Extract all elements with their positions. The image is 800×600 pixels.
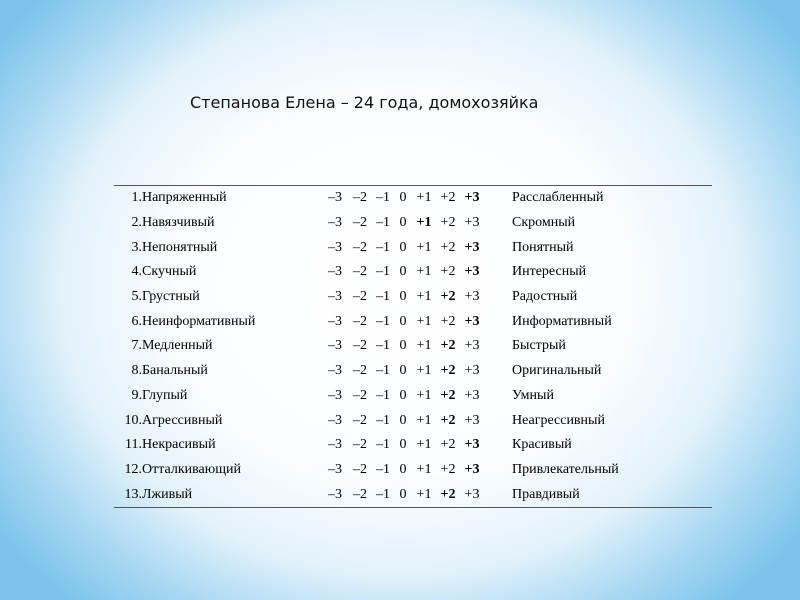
table-row: [114, 285, 712, 310]
scale-value: 0: [399, 387, 407, 403]
rating-scale: [322, 334, 512, 359]
scale-value: +3: [464, 363, 480, 379]
row-number: 4.: [131, 264, 142, 280]
rating-scale: [322, 482, 512, 507]
scale-value-selected: +2: [440, 412, 456, 428]
scale-value: –2: [353, 264, 367, 280]
scale-value-selected: +3: [464, 239, 480, 255]
scale-value: 0: [399, 363, 407, 379]
table-row: [114, 334, 712, 359]
row-number: 6.: [131, 313, 142, 329]
scale-value: +2: [440, 215, 456, 231]
scale-value: –3: [328, 387, 342, 403]
scale-value: –3: [328, 289, 342, 305]
row-number: 11.: [125, 437, 142, 453]
scale-value: +2: [440, 190, 456, 206]
right-adjective: Радостный: [512, 289, 578, 305]
right-adjective: Привлекательный: [512, 461, 619, 477]
scale-value: +2: [440, 239, 456, 255]
scale-value: –2: [353, 239, 367, 255]
scale-value: 0: [399, 338, 407, 354]
scale-value: –2: [353, 486, 367, 502]
scale-value: –1: [376, 264, 390, 280]
scale-value: +1: [416, 239, 432, 255]
table-row: [114, 309, 712, 334]
left-adjective: Медленный: [142, 338, 213, 354]
scale-value: +1: [416, 313, 432, 329]
scale-value: +3: [464, 289, 480, 305]
table-row: [114, 186, 712, 211]
scale-value-selected: +3: [464, 461, 480, 477]
right-adjective: Неагрессивный: [512, 412, 605, 428]
scale-value: 0: [399, 215, 407, 231]
scale-value: –1: [376, 437, 390, 453]
scale-value: –1: [376, 363, 390, 379]
rating-scale: [322, 211, 512, 236]
scale-value: +3: [464, 387, 480, 403]
row-number: 13.: [124, 486, 142, 502]
row-number: 7.: [131, 338, 142, 354]
scale-value: –2: [353, 289, 367, 305]
right-adjective: Оригинальный: [512, 363, 602, 379]
scale-value-selected: +2: [440, 486, 456, 502]
scale-value: +3: [464, 215, 480, 231]
rating-scale: [322, 186, 512, 211]
row-number: 2.: [131, 215, 142, 231]
scale-value: –1: [376, 338, 390, 354]
scale-value: –1: [376, 461, 390, 477]
scale-value: +2: [440, 437, 456, 453]
scale-value: –1: [376, 289, 390, 305]
scale-value: –2: [353, 387, 367, 403]
scale-value: –3: [328, 264, 342, 280]
scale-value: +3: [464, 412, 480, 428]
semantic-differential-table: [114, 185, 712, 508]
scale-value: –3: [328, 338, 342, 354]
scale-value: +1: [416, 387, 432, 403]
scale-value: +2: [440, 461, 456, 477]
row-number: 9.: [131, 387, 142, 403]
scale-value: +2: [440, 313, 456, 329]
scale-value: 0: [399, 289, 407, 305]
rating-scale: [322, 260, 512, 285]
scale-value: –2: [353, 313, 367, 329]
right-adjective: Скромный: [512, 215, 576, 231]
scale-value: 0: [399, 486, 407, 502]
scale-value: +1: [416, 412, 432, 428]
scale-value: –2: [353, 461, 367, 477]
rating-scale: [322, 458, 512, 483]
scale-value-selected: +3: [464, 313, 480, 329]
scale-value: 0: [399, 239, 407, 255]
scale-value: –3: [328, 190, 342, 206]
scale-value: –3: [328, 437, 342, 453]
left-adjective: Непонятный: [142, 239, 218, 255]
survey-table-body: [114, 186, 712, 508]
left-adjective: Отталкивающий: [142, 461, 241, 477]
table-row: [114, 359, 712, 384]
scale-value: +1: [416, 437, 432, 453]
scale-value: –1: [376, 239, 390, 255]
left-adjective: Напряженный: [142, 190, 227, 206]
scale-value: –1: [376, 387, 390, 403]
rating-scale: [322, 309, 512, 334]
scale-value: +3: [464, 338, 480, 354]
scale-value: –3: [328, 313, 342, 329]
scale-value: 0: [399, 264, 407, 280]
scale-value: –2: [353, 437, 367, 453]
scale-value: +1: [416, 190, 432, 206]
scale-value: –3: [328, 461, 342, 477]
scale-value-selected: +3: [464, 264, 480, 280]
scale-value: 0: [399, 190, 407, 206]
right-adjective: Информативный: [512, 313, 612, 329]
row-number: 10.: [124, 412, 142, 428]
table-row: [114, 482, 712, 507]
right-adjective: Расслабленный: [512, 190, 604, 206]
scale-value: +1: [416, 338, 432, 354]
scale-value: +3: [464, 486, 480, 502]
scale-value-selected: +2: [440, 363, 456, 379]
scale-value: +1: [416, 486, 432, 502]
scale-value: –2: [353, 215, 367, 231]
table-row: [114, 260, 712, 285]
right-adjective: Быстрый: [512, 338, 566, 354]
right-adjective: Правдивый: [512, 486, 580, 502]
scale-value: –3: [328, 486, 342, 502]
scale-value: +1: [416, 363, 432, 379]
row-number: 8.: [131, 363, 142, 379]
scale-value: –2: [353, 338, 367, 354]
scale-value-selected: +2: [440, 289, 456, 305]
table-row: [114, 433, 712, 458]
scale-value: 0: [399, 313, 407, 329]
scale-value: –1: [376, 190, 390, 206]
rating-scale: [322, 384, 512, 409]
table-row: [114, 458, 712, 483]
page-title: Степанова Елена – 24 года, домохозяйка: [190, 93, 539, 112]
rating-scale: [322, 235, 512, 260]
scale-value: –1: [376, 412, 390, 428]
table-row: [114, 235, 712, 260]
rating-scale: [322, 433, 512, 458]
scale-value: –3: [328, 363, 342, 379]
scale-value: 0: [399, 412, 407, 428]
scale-value-selected: +1: [416, 215, 432, 231]
left-adjective: Глупый: [142, 387, 188, 403]
scale-value: +1: [416, 461, 432, 477]
left-adjective: Скучный: [142, 264, 197, 280]
right-adjective: Интересный: [512, 264, 587, 280]
left-adjective: Лживый: [142, 486, 193, 502]
scale-value-selected: +2: [440, 387, 456, 403]
scale-value: 0: [399, 437, 407, 453]
scale-value: +1: [416, 289, 432, 305]
table-row: [114, 384, 712, 409]
scale-value: –3: [328, 239, 342, 255]
table-row: [114, 408, 712, 433]
right-adjective: Красивый: [512, 437, 572, 453]
rating-scale: [322, 359, 512, 384]
scale-value: –2: [353, 412, 367, 428]
scale-value: –2: [353, 190, 367, 206]
scale-value: –1: [376, 215, 390, 231]
row-number: 5.: [131, 289, 142, 305]
scale-value: –2: [353, 363, 367, 379]
left-adjective: Навязчивый: [142, 215, 215, 231]
scale-value-selected: +2: [440, 338, 456, 354]
table-row: [114, 211, 712, 236]
scale-value: –3: [328, 412, 342, 428]
scale-value: –1: [376, 313, 390, 329]
scale-value: +1: [416, 264, 432, 280]
scale-value: –1: [376, 486, 390, 502]
left-adjective: Банальный: [142, 363, 208, 379]
row-number: 12.: [124, 461, 142, 477]
scale-value: 0: [399, 461, 407, 477]
scale-value-selected: +3: [464, 190, 480, 206]
left-adjective: Грустный: [142, 289, 200, 305]
rating-scale: [322, 285, 512, 310]
row-number: 1.: [131, 190, 142, 206]
scale-value: +2: [440, 264, 456, 280]
left-adjective: Некрасивый: [142, 437, 216, 453]
scale-value-selected: +3: [464, 437, 480, 453]
right-adjective: Понятный: [512, 239, 574, 255]
rating-scale: [322, 408, 512, 433]
row-number: 3.: [131, 239, 142, 255]
scale-value: –3: [328, 215, 342, 231]
left-adjective: Агрессивный: [142, 412, 223, 428]
left-adjective: Неинформативный: [142, 313, 256, 329]
right-adjective: Умный: [512, 387, 554, 403]
